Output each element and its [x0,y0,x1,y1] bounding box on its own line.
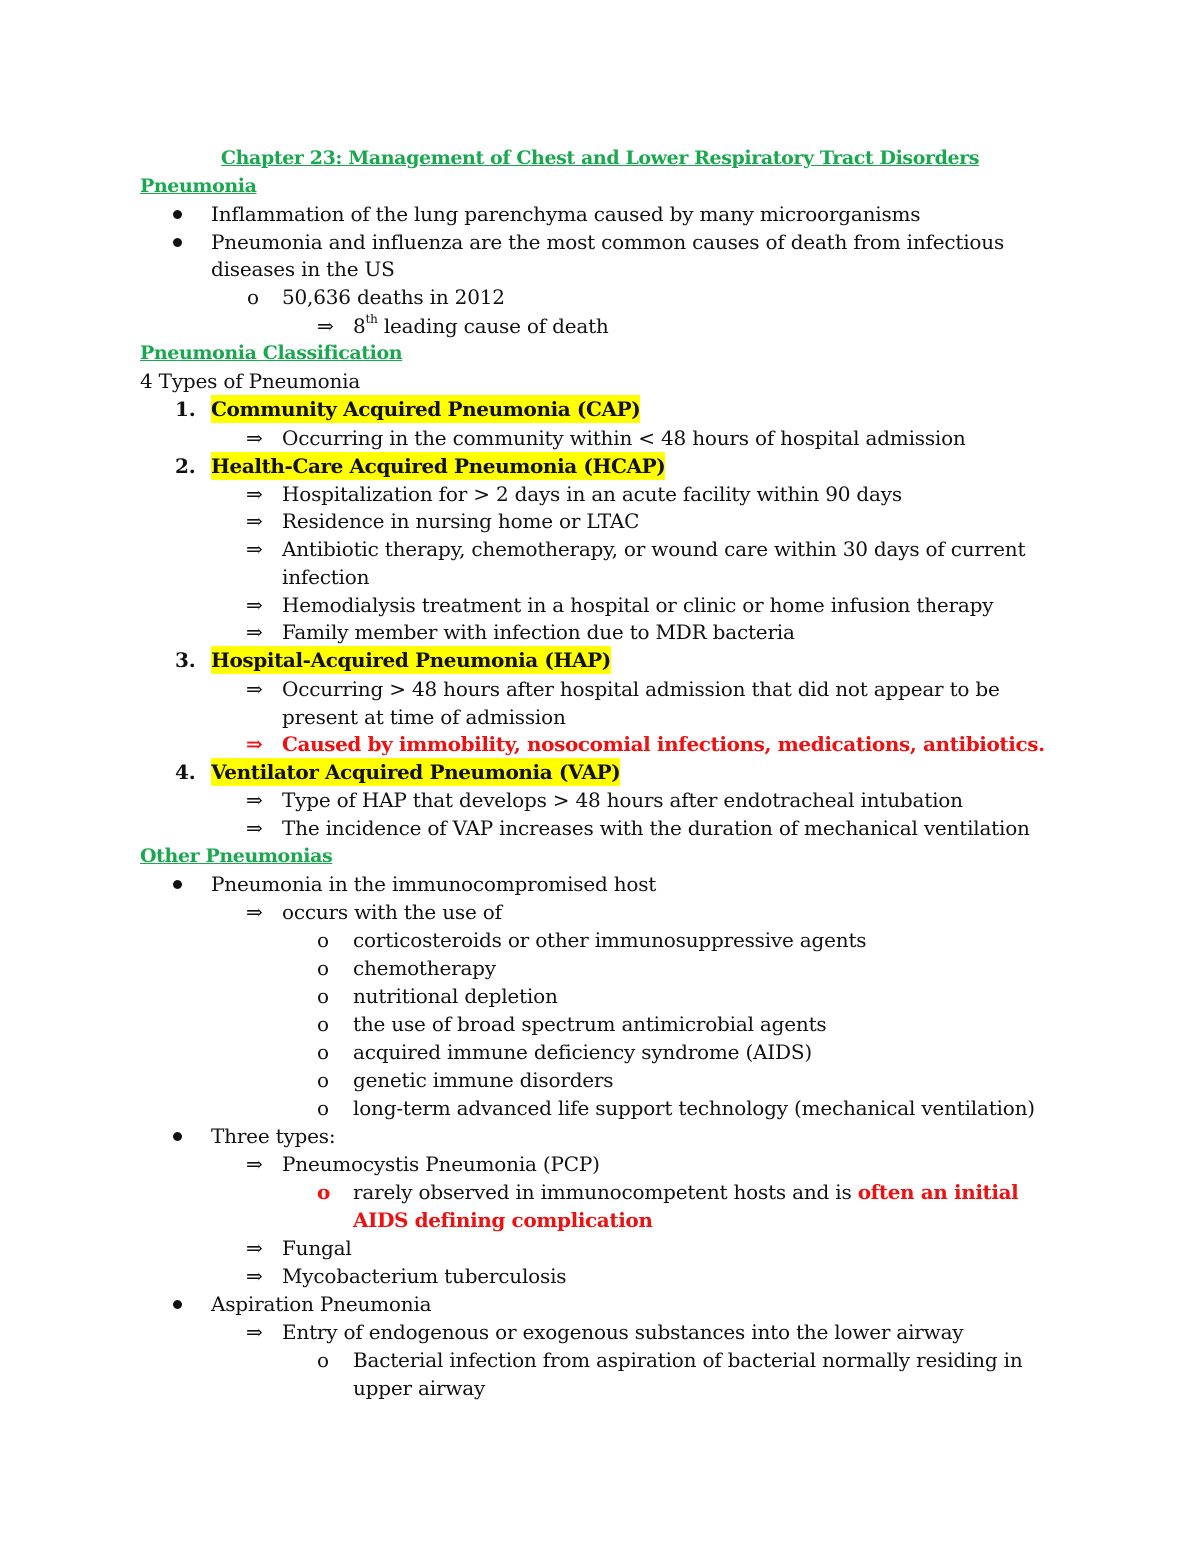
paragraph: 4 Types of Pneumonia [140,369,361,393]
circle-bullet-icon: o [317,956,329,980]
section-heading-other: Other Pneumonias [140,845,333,867]
circle-bullet-icon: o [317,1180,330,1204]
circle-bullet-icon: o [317,1012,329,1036]
bullet-icon [173,880,182,889]
arrow-icon: ⇒ [246,732,263,756]
arrow-icon: ⇒ [246,816,263,840]
arrow-icon: ⇒ [246,1236,263,1260]
section-heading-classification: Pneumonia Classification [140,342,403,364]
arrow-icon: ⇒ [246,426,263,450]
document-page: Chapter 23: Management of Chest and Lower Respiratory Tract Disorders Pneumonia Inflammation of the lung parenchyma caused by many microorganisms Pneumonia and influenza are the most common causes of death from infectious diseases in the US o 50,636 deaths in 2012 ⇒ 8th leading cause of death Pneumonia Classification 4 Types of Pneumonia 1. Community Acquired Pneumonia (CAP) ⇒ Occurring in the community within < 48 hours of hospital admission 2. Health-Care Acquired Pneumonia (HCAP) ⇒ Hospitalization for > 2 days in an acute facility within 90 days ⇒ Residence in nursing home or LTAC ⇒ Antibiotic therapy, chemotherapy, or wound care within 30 days of current infection ⇒ Hemodialysis treatment in a hospital or clinic or home infusion therapy ⇒ Family member with infection due to MDR bacteria 3. Hospital-Acquired Pneumonia (HAP) ⇒ Occurring > 48 hours after hospital admission that did not appear to be present at time of admission ⇒ Caused by immobility, nosocomial infections, medications, antibiotics. 4. Ventilator Acquired Pneumonia (VAP) ⇒ Type of HAP that develops > 48 hours after endotracheal intubation ⇒ The incidence of VAP increases with the duration of mechanical ventilation Other Pneumonias Pneumonia in the immunocompromised host ⇒ occurs with the use of o corticosteroids or other immunosuppressive agents o chemotherapy o nutritional depletion o the use of broad spectrum antimicrobial agents o acquired immune deficiency syndrome (AIDS) o genetic immune disorders o long-term advanced life support technology (mechanical ventilation) Three types: ⇒ Pneumocystis Pneumonia (PCP) o rarely observed in immunocompetent hosts and is often an initial AIDS defining complication ⇒ Fungal ⇒ Mycobacterium tuberculosis Aspiration Pneumonia ⇒ Entry of endogenous or exogenous substances into the lower airway o Bacterial infection from aspiration of bacterial normally residing in upper airway [0,0,1200,1553]
section-heading-pneumonia: Pneumonia [140,175,257,197]
circle-bullet-icon: o [247,285,259,309]
arrow-icon: ⇒ [246,1264,263,1288]
arrow-icon: ⇒ [246,482,263,506]
circle-bullet-icon: o [317,1068,329,1092]
arrow-icon: ⇒ [246,620,263,644]
arrow-icon: ⇒ [246,900,263,924]
page-title: Chapter 23: Management of Chest and Lower Respiratory Tract Disorders [220,147,980,169]
arrow-icon: ⇒ [246,788,263,812]
arrow-icon: ⇒ [246,593,263,617]
arrow-icon: ⇒ [246,1320,263,1344]
bullet-icon [173,210,182,219]
arrow-icon: ⇒ [246,1152,263,1176]
arrow-icon: ⇒ [246,677,263,701]
arrow-icon: ⇒ [317,314,334,338]
circle-bullet-icon: o [317,928,329,952]
bullet-icon [173,238,182,247]
circle-bullet-icon: o [317,1348,329,1372]
circle-bullet-icon: o [317,1096,329,1120]
bullet-icon [173,1300,182,1309]
arrow-icon: ⇒ [246,509,263,533]
arrow-icon: ⇒ [246,537,263,561]
bullet-icon [173,1132,182,1141]
circle-bullet-icon: o [317,984,329,1008]
circle-bullet-icon: o [317,1040,329,1064]
